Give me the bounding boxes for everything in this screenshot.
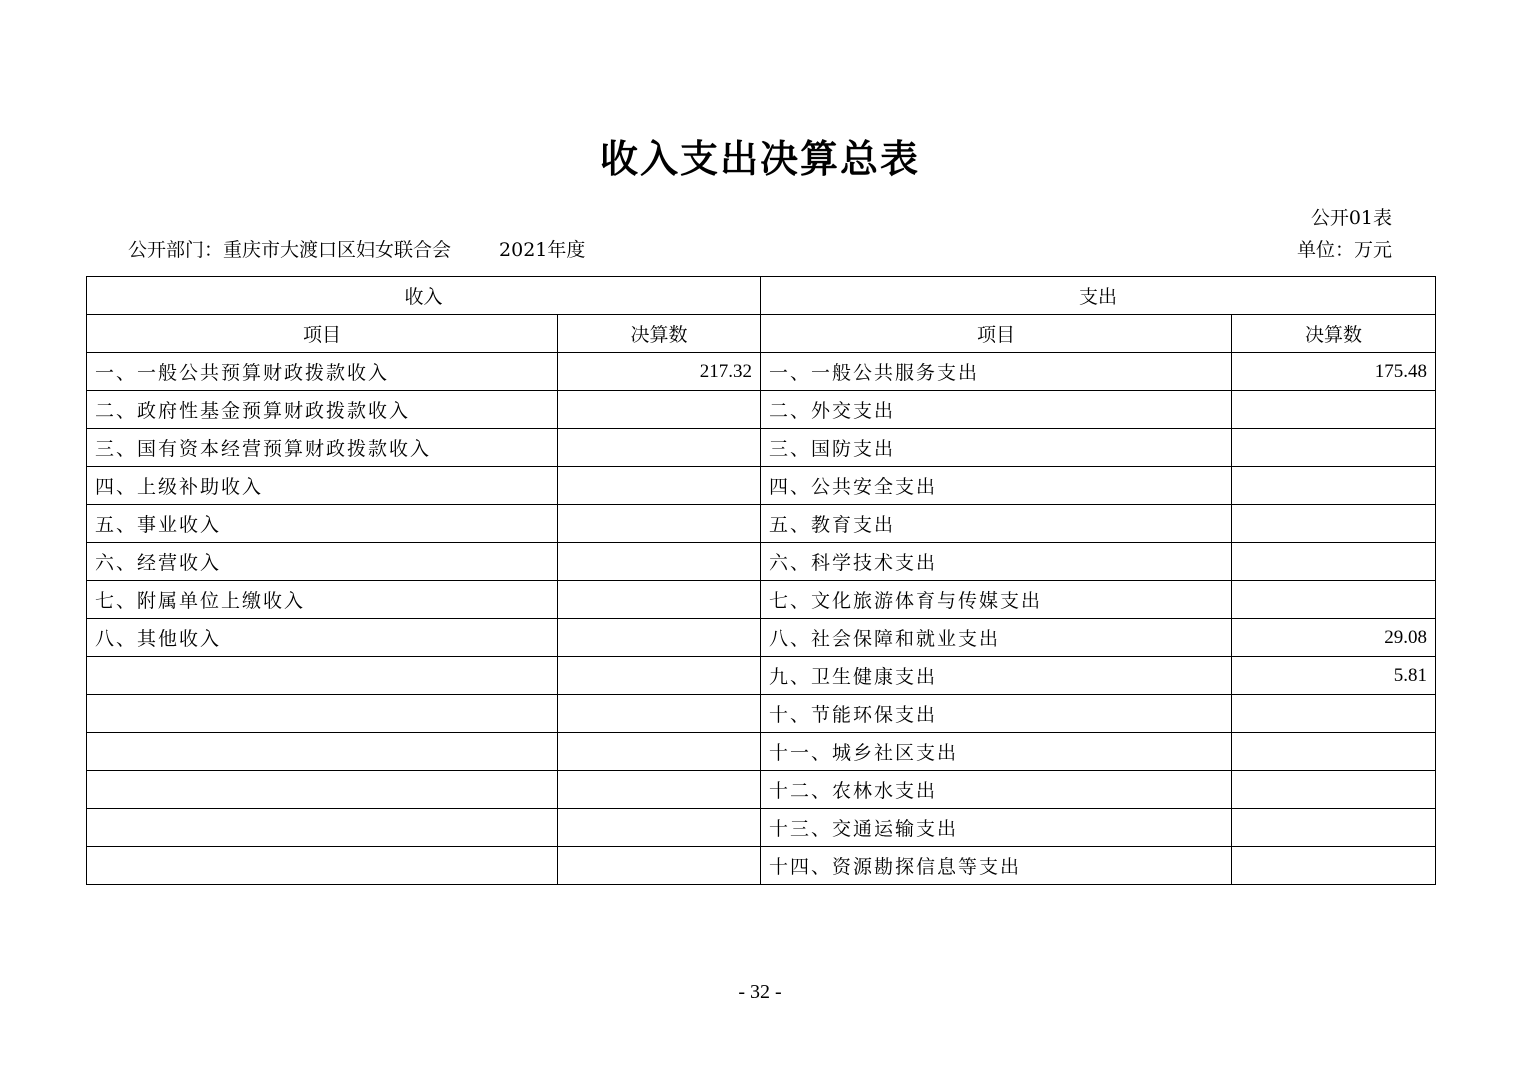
expense-item-cell: 十一、城乡社区支出 (761, 733, 1232, 771)
expense-amount-cell (1232, 847, 1436, 885)
income-item-cell: 七、附属单位上缴收入 (87, 581, 558, 619)
table-row (87, 543, 1436, 581)
expense-item-cell: 十三、交通运输支出 (761, 809, 1232, 847)
table-row (87, 619, 1436, 657)
unit-label: 单位：万元 (1296, 239, 1392, 261)
expense-item-cell: 十二、农林水支出 (761, 771, 1232, 809)
income-amount-cell (558, 543, 761, 581)
expense-amount-cell (1232, 467, 1436, 505)
expense-amount-cell (1232, 505, 1436, 543)
expense-item-cell: 六、科学技术支出 (761, 543, 1232, 581)
expense-item-cell: 十四、资源勘探信息等支出 (761, 847, 1232, 885)
expense-item-cell: 五、教育支出 (761, 505, 1232, 543)
expense-amount-cell: 175.48 (1232, 353, 1436, 391)
income-item-cell: 一、一般公共预算财政拨款收入 (87, 353, 558, 391)
table-row (87, 657, 1436, 695)
expense-amount-cell (1232, 429, 1436, 467)
expense-amount-cell (1232, 809, 1436, 847)
expense-amount-cell (1232, 581, 1436, 619)
department-name: 公开部门：重庆市大渡口区妇女联合会 (128, 239, 452, 261)
table-row (87, 695, 1436, 733)
table-row (87, 467, 1436, 505)
table-row (87, 771, 1436, 809)
income-amount-cell (558, 391, 761, 429)
income-amount-cell (558, 733, 761, 771)
income-amount-cell (558, 657, 761, 695)
expense-amount-cell (1232, 771, 1436, 809)
income-item-cell: 二、政府性基金预算财政拨款收入 (87, 391, 558, 429)
table-body (87, 353, 1436, 885)
table-row (87, 391, 1436, 429)
income-item-cell: 八、其他收入 (87, 619, 558, 657)
income-item-cell: 三、国有资本经营预算财政拨款收入 (87, 429, 558, 467)
table-group-header-row (87, 277, 1436, 315)
expense-item-cell: 一、一般公共服务支出 (761, 353, 1232, 391)
income-amount-cell (558, 809, 761, 847)
income-item-cell: 五、事业收入 (87, 505, 558, 543)
expense-amount-cell (1232, 695, 1436, 733)
income-amount-cell (558, 467, 761, 505)
table-row (87, 353, 1436, 391)
expense-item-cell: 九、卫生健康支出 (761, 657, 1232, 695)
income-amount-cell (558, 771, 761, 809)
expense-amount-cell: 5.81 (1232, 657, 1436, 695)
income-item-cell (87, 809, 558, 847)
income-item-cell: 六、经营收入 (87, 543, 558, 581)
department-line (128, 235, 585, 262)
income-item-cell (87, 695, 558, 733)
income-amount-cell (558, 505, 761, 543)
expense-item-cell: 四、公共安全支出 (761, 467, 1232, 505)
page-title: 收入支出决算总表 (599, 137, 920, 181)
income-amount-cell (558, 695, 761, 733)
income-amount-cell (558, 429, 761, 467)
table-column-header-row (87, 315, 1436, 353)
income-item-cell (87, 733, 558, 771)
expense-amount-cell: 29.08 (1232, 619, 1436, 657)
table-row (87, 505, 1436, 543)
table-row (87, 809, 1436, 847)
expense-group-header: 支出 (761, 277, 1436, 315)
income-item-cell (87, 847, 558, 885)
income-amount-header: 决算数 (558, 315, 761, 353)
table-row (87, 847, 1436, 885)
expense-item-cell: 七、文化旅游体育与传媒支出 (761, 581, 1232, 619)
fiscal-year: 2021年度 (499, 239, 586, 261)
expense-item-header: 项目 (761, 315, 1232, 353)
expense-amount-cell (1232, 733, 1436, 771)
expense-amount-cell (1232, 543, 1436, 581)
income-item-cell (87, 657, 558, 695)
income-amount-cell (558, 847, 761, 885)
income-item-cell: 四、上级补助收入 (87, 467, 558, 505)
income-item-cell (87, 771, 558, 809)
expense-amount-cell (1232, 391, 1436, 429)
income-expense-table (86, 276, 1436, 885)
expense-item-cell: 八、社会保障和就业支出 (761, 619, 1232, 657)
expense-item-cell: 三、国防支出 (761, 429, 1232, 467)
table-row (87, 581, 1436, 619)
form-number: 公开01表 (1310, 207, 1392, 229)
income-amount-cell: 217.32 (558, 353, 761, 391)
income-amount-cell (558, 581, 761, 619)
page-number: - 32 - (738, 981, 782, 1003)
expense-amount-header: 决算数 (1232, 315, 1436, 353)
income-item-header: 项目 (87, 315, 558, 353)
expense-item-cell: 十、节能环保支出 (761, 695, 1232, 733)
table-row (87, 429, 1436, 467)
income-group-header: 收入 (87, 277, 761, 315)
table-row (87, 733, 1436, 771)
expense-item-cell: 二、外交支出 (761, 391, 1232, 429)
income-amount-cell (558, 619, 761, 657)
